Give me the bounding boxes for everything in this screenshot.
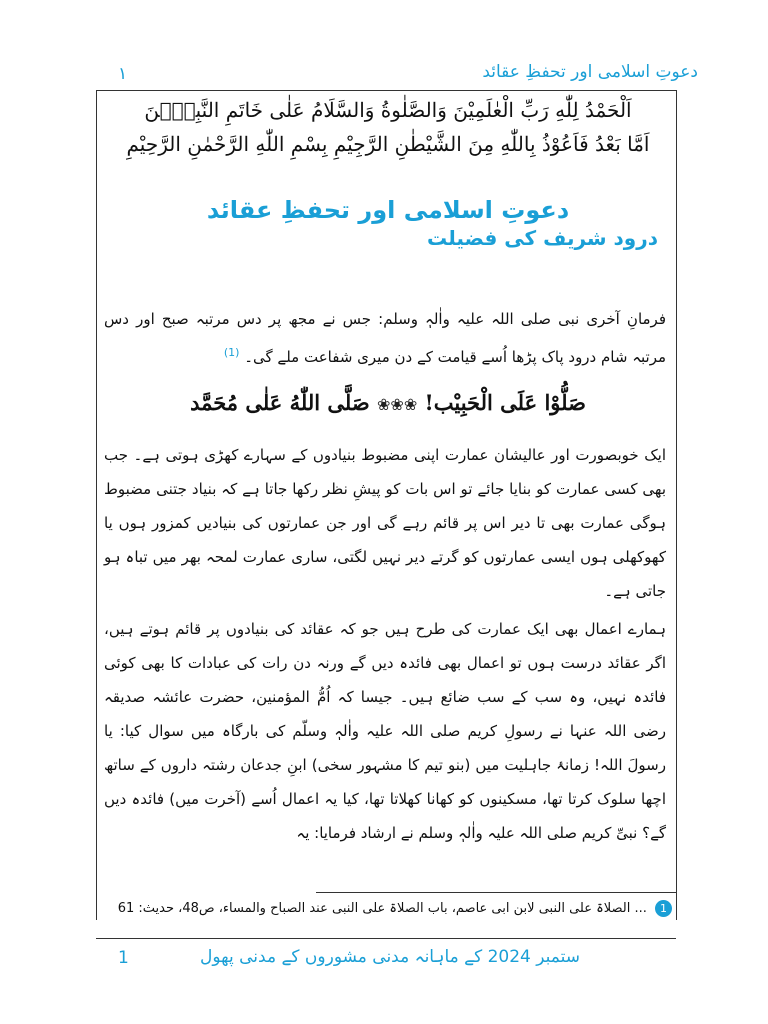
footnote-number-badge: 1	[655, 900, 672, 917]
bottom-border-rule	[96, 938, 676, 939]
footnote-reference: (1)	[223, 346, 240, 359]
hadith-text: فرمانِ آخری نبی صلی اللہ علیہ واٰلہٖ وسلم: جس نے مجھ پر دس مرتبہ صبح اور دس مرتبہ شام درود پاک پڑھا اُسے قیامت کے دن میری شفاعت ملے گی۔	[104, 310, 666, 366]
salutation-line	[110, 390, 666, 415]
opening-invocation-line-1: اَلْحَمْدُ لِلّٰهِ رَبِّ الْعٰلَمِیْنَ وَالصَّلٰوةُ وَالسَّلَامُ عَلٰی خَاتَمِ النَّبِیّٖنَ	[144, 98, 632, 122]
left-border-rule	[96, 90, 97, 920]
page-title: دعوتِ اسلامی اور تحفظِ عقائد	[206, 196, 570, 224]
body-paragraph-1: ایک خوبصورت اور عالیشان عمارت اپنی مضبوط بنیادوں کے سہارے کھڑی ہوتی ہے۔ جب بھی کسی عمارت کو بنایا جائے تو اس بات کو پیشِ نظر رکھا جاتا ہے کہ بنیاد جتنی مضبوط ہوگی عمارت بھی تا دیر اس پر قائم رہے گی اور جن عمارتوں کی بنیادیں کمزور ہوں یا کھوکھلی ہوں ایسی عمارتوں کو گرتے دیر نہیں لگتی، ساری عمارت لمحہ بھر میں تباہ ہو جاتی ہے۔	[104, 446, 666, 600]
footnote-divider	[316, 892, 676, 893]
footnote	[112, 900, 672, 917]
section-heading: درود شریف کی فضیلت	[427, 226, 658, 250]
right-border-rule	[676, 90, 677, 920]
body-paragraph-2: ہمارے اعمال بھی ایک عمارت کی طرح ہیں جو کہ عقائد کی بنیادوں پر قائم ہوتے ہیں، اگر عقائد درست ہوں تو اعمال بھی فائدہ دیں گے ورنہ دن رات کی عبادات کا بھی کوئی فائدہ نہیں، وہ سب کے سب ضائع ہیں۔ جیسا کہ اُمُّ المؤمنین، حضرت عائشہ صدیقہ رضی اللہ عنہا نے رسولِ کریم صلی اللہ علیہ واٰلہٖ وسلّم کی بارگاہ میں سوال کیا: یا رسولَ اللہ! زمانۂ جاہلیت میں (بنو تیم کا مشہور سخی) ابنِ جدعان رشتہ داروں کے ساتھ اچھا سلوک کرتا تھا، مسکینوں کو کھانا کھلاتا تھا، کیا یہ اعمال اُسے (آخرت میں) فائدہ دیں گے؟ نبیِّ کریم صلی اللہ علیہ واٰلہٖ وسلم نے ارشاد فرمایا: یہ	[104, 620, 666, 842]
salutation-left: صَلُّوْا عَلَی الْحَبِیْب!	[424, 390, 586, 415]
header-page-number: ۱	[118, 64, 128, 84]
salutation-right: صَلَّی اللّٰهُ عَلٰی مُحَمَّد	[190, 390, 370, 415]
opening-invocation-line-2: اَمَّا بَعْدُ فَاَعُوْذُ بِاللّٰهِ مِنَ الشَّیْطٰنِ الرَّجِیْمِ بِسْمِ اللّٰهِ الرَّحْمٰنِ الرَّحِیْمِ	[126, 132, 650, 156]
footer-title: ستمبر 2024 کے ماہانہ مدنی مشوروں کے مدنی پھول	[200, 947, 580, 967]
running-header-title: دعوتِ اسلامی اور تحفظِ عقائد	[482, 62, 698, 82]
footer-page-number: 1	[118, 948, 129, 968]
hadith-paragraph	[104, 302, 666, 374]
top-border-rule	[96, 90, 676, 91]
footnote-text: ... الصلاۃ علی النبی لابن ابی عاصم، باب الصلاۃ علی النبی عند الصباح والمساء، ص48، حدیث: 61	[117, 901, 647, 916]
flower-ornament-icon: ❀❀❀	[377, 395, 418, 414]
